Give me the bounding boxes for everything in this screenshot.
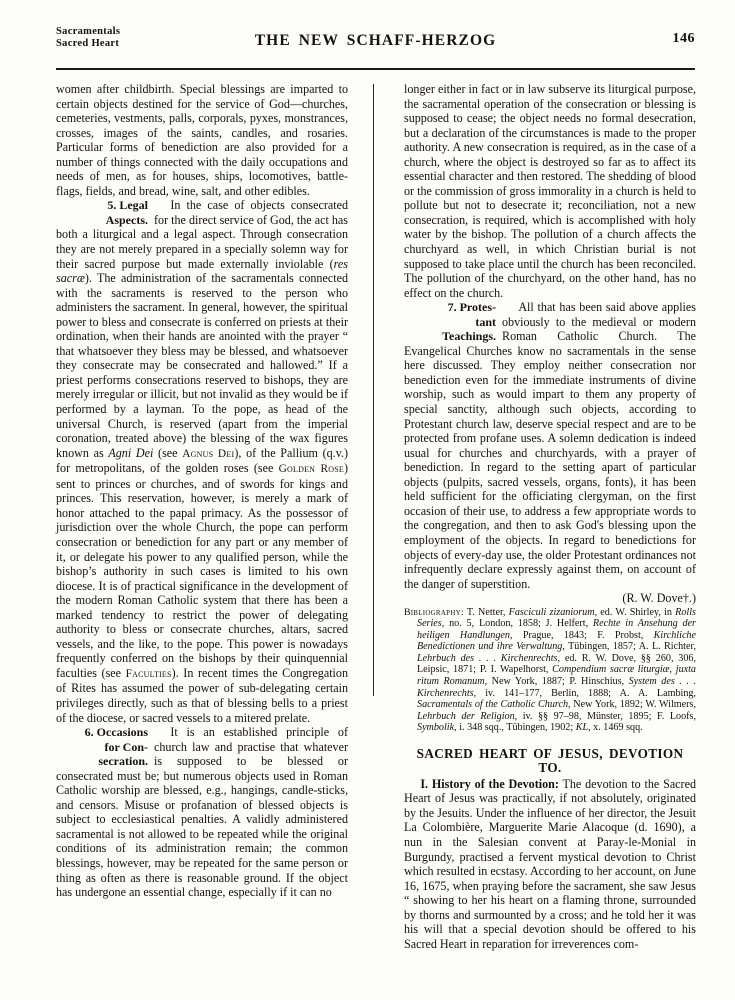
- bibliography-text: , New York, 1887; P. Hinschius,: [484, 675, 629, 687]
- bibliography-text: T. Netter,: [463, 606, 509, 618]
- bibliography-text: , ed. W. Shirley, in: [594, 606, 676, 618]
- book-title: THE NEW SCHAFF-HERZOG: [254, 32, 497, 49]
- bibliography-text: , ed. R. W. Dove, §§ 260, 306, Leipsic, 1871; P. I. Wapelhorst,: [417, 652, 697, 676]
- sidenote-6-line-1: 6. Occasions: [84, 725, 148, 740]
- running-head-word-2: Sacred Heart: [56, 37, 120, 49]
- bibliography-title: Sacramentals of the Catholic Church: [417, 699, 569, 711]
- running-head: [56, 26, 695, 60]
- paragraph-protestant-teachings-text: All that has been said above applies obviously to the medieval or modern Roman Catholic Church. The Evangelical Churches know no sacramentals in the sense here discussed. They employ neither consecration nor benediction even for the immediate instruments of divine worship, such as would impart to them any property of special sanctity, although such objects, according to Protestant church law, deserve special respect and are to be protected from profane uses. A solemn dedication is indeed usual for churches and churchyards, with a prayer of benediction. In regard to the setting apart of particular objects (pulpits, sacred vessels, organs, fonts), it has been held sufficient for the officiating clergyman, on the first occasion of their use, to address a few appropriate words to the congregation, and then to ask God's blessing upon the employment of the objects. In regard to benedictions for objects of every-day use, the older Protestant ordinances not infrequently declare expressly against them, on account of the danger of superstition.: [404, 300, 696, 591]
- bibliography-citations: [417, 607, 696, 733]
- right-column: [404, 82, 696, 951]
- cross-reference-faculties: Faculties: [125, 667, 172, 680]
- paragraph-protestant-teachings: [404, 300, 696, 591]
- sidenote-7-line-2: tant: [475, 314, 496, 329]
- cross-reference-agnus-dei: Agnus Dei: [182, 447, 235, 460]
- paragraph-legal-aspects-text-d: ), of the Pallium (q.v.) for metropolitans, of the golden roses (see: [56, 445, 349, 476]
- sidenote-7-protestant-teachings: [404, 300, 496, 344]
- paragraph-occasions-text: It is an established principle of church law and practise that whatever is supposed to be blessed or consecrated must be; but numerous objects used in Roman Catholic worship are blessed, e.g., hangings, candle-sticks, and censors. Misuse or profanation of blessed objects is subject to ecclesiastical penalties. A validly administered sacramental is not allowed to be repeated while the original conditions of its administration remain; the common blessings, however, may be repeated for the same person or thing as often as there is reasonable ground. If the object has undergone an essential change, especially if it can no: [56, 725, 348, 900]
- paragraph-continuation-right: longer either in fact or in law subserve its liturgical purpose, the sacramental operation of the consecration or blessing is supposed to cease; the object needs no formal desecration, but a declaration of the circumstances is made to the proper authority. A new consecration is required, as in the case of a church, where the object is destroyed so far as to affect its essential character and then restored. The shedding of blood or the commission of gross immorality in a church is held to pollute but not to desecrate it; reconciliation, not a new consecration, is required, which is accomplished with holy water by the bishop. The pollution of a church affects the churchyard as well, in which Christian burial is not supposed to take place until the church has been reconciled. The pollution of the churchyard, on the other hand, has no effect on the church.: [404, 82, 696, 300]
- bibliography-title: Fasciculi zizaniorum: [508, 606, 595, 618]
- bibliography-text: , x. 1469 sqq.: [588, 722, 643, 734]
- bibliography-text: , iv. 141–177, Berlin, 1888; A. A. Lambing,: [473, 687, 696, 699]
- paragraph-legal-aspects-text-e: ) sent to princes or churches, and of swords for kings and princes. This reservation, however, is merely a mark of honor attached to the papal primacy. As the possessor of jurisdiction over the whole Church, the pope can perform consecration or benediction for any part or any member of it, or delegate his power to any qualified person, while the bishop’s authority in such cases is limited to his own diocese. It is of practical significance in the development of the modern Roman Catholic system that there has been a marked tendency to restrict the power of delegating authority to bless or consecrate churches, altars, sacred vessels, and the like, to the pope. This power is nowadays frequently conferred on the bishops by their quinquennial faculties (see: [56, 461, 348, 680]
- bibliography-text: , Prague, 1843; F. Probst,: [510, 629, 654, 641]
- bibliography-title: Rolls Series: [417, 606, 696, 630]
- bibliography-label: Bibliography:: [404, 606, 464, 618]
- latin-term-res-sacrae: res sacræ: [56, 256, 348, 286]
- bibliography-text: , New York, 1892; W. Wilmers,: [568, 699, 696, 711]
- article-heading-sacred-heart: SACRED HEART OF JESUS, DEVOTION TO.: [416, 745, 684, 776]
- page-number: 146: [672, 31, 695, 46]
- bibliography-title: Compendium sacræ liturgiæ, juxta ritum Romanum: [417, 664, 696, 687]
- sidenote-7-line-3: Teachings.: [442, 329, 496, 344]
- left-column: [56, 82, 348, 900]
- bibliography-entry: [404, 606, 697, 734]
- section-label-history: I. History of the Devotion:: [420, 776, 559, 791]
- bibliography-title: Lehrbuch des . . . Kirchenrechts: [417, 652, 558, 664]
- sidenote-6-occasions-for-consecration: [56, 725, 148, 769]
- bibliography-text: , i. 348 sqq., Tübingen, 1902;: [454, 722, 576, 734]
- paragraph-continuation: women after childbirth. Special blessings are imparted to certain objects destined for the service of God—churches, cemeteries, vestments, palls, corporals, pyxes, monstrances, crosses, images of the saints, candles, and rosaries. Particular forms of benediction are also provided for a number of things connected with the daily occupations and needs of men, as for houses, ships, locomotives, battle-flags, fields, and bread, wine, salt, and other edibles.: [56, 82, 348, 198]
- sidenote-7-line-1: 7. Protes-: [447, 300, 496, 315]
- paragraph-legal-aspects-text-c: (see: [153, 445, 183, 460]
- bibliography-block: [404, 607, 696, 734]
- column-divider-rule: [373, 84, 374, 696]
- sidenote-6-line-3: secration.: [98, 754, 148, 769]
- paragraph-legal-aspects-text-f: ). In recent times the Congregation of Rites has assumed the power of sub-delegating certain privileges directly, such as that of blessing bells to a priest of the diocese, or sacred vessels to a mitered prelate.: [56, 665, 349, 725]
- bibliography-title: Lehrbuch der Religion: [417, 710, 515, 722]
- bibliography-title: Rechte in Ansehung der heiligen Handlungen: [417, 618, 696, 641]
- bibliography-text: , iv. §§ 97–98, Münster, 1895; F. Loofs,: [514, 710, 696, 722]
- sidenote-5-line-1: 5. Legal: [107, 198, 148, 213]
- paragraph-occasions-for-consecration: [56, 725, 348, 900]
- bibliography-text: , Tübingen, 1857; A. L. Richter,: [562, 641, 696, 653]
- sidenote-5-legal-aspects: [56, 198, 148, 227]
- sidenote-5-line-2: Aspects.: [105, 212, 148, 227]
- bibliography-text: , no. 5, London, 1858; J. Helfert,: [441, 618, 593, 630]
- two-column-body: [56, 82, 696, 982]
- sidenote-6-line-2: for Con-: [104, 739, 148, 754]
- paragraph-legal-aspects-text-b: ). The administration of the sacramentals connected with the sacraments is reserved to the person who administers the sacrament. In general, however, the spiritual power to bless and consecrate is conferred on priests at their ordination, when their hands are anointed with the prayer “ that whatsoever they bless may be blessed, and whatsoever they consecrate may be consecrated and hallowed.” If a priest performs consecrations reserved to bishops, they are merely irregular or illicit, but not invalid as they would be if performed by a layman. To the pope, as head of the universal Church, is reserved (apart from the imperial coronation, treated above) the blessing of the wax figures known as: [56, 271, 348, 460]
- author-signature: (R. W. Dove†.): [622, 591, 696, 606]
- running-head-word-1: Sacramentals: [56, 26, 121, 37]
- paragraph-history-text: The devotion to the Sacred Heart of Jesus was practically, if not absolutely, originated by the Jesuits. Under the influence of her director, the Jesuit La Colombière, Marguerite Marie Alacoque (d. 1690), a nun in the Salesian convent at Paray-le-Monial in Burgundy, practised a fervent mystical devotion to Christ which resulted in ecstasy. According to her account, on June 16, 1675, when praying before the sacrament, she saw Jesus “ showing to her his heart on a flaming throne, surrounded by thorns and surmounted by a cross; and he told her it was his will that a special devotion should be offered to his Sacred Heart in reparation for irreverences com-: [404, 776, 696, 951]
- latin-term-agni-dei: Agni Dei: [108, 445, 154, 460]
- bibliography-title: Kirchliche Benedictionen und ihre Verwaltung: [417, 629, 696, 653]
- paragraph-legal-aspects: [56, 198, 348, 725]
- paragraph-legal-aspects-text-a: In the case of objects consecrated for the direct service of God, the act has both a liturgical and a legal aspect. Through consecration they are not merely prepared in a specially solemn way for their sacred purpose but made externally inviolable (: [56, 198, 348, 271]
- bibliography-title: KL: [575, 722, 589, 734]
- header-rule: [56, 68, 695, 70]
- cross-reference-golden-rose: Golden Rose: [278, 463, 344, 476]
- bibliography-title: System des . . . Kirchenrechts: [417, 675, 696, 699]
- paragraph-history-of-the-devotion: [404, 777, 696, 952]
- bibliography-title: Symbolik: [417, 722, 455, 734]
